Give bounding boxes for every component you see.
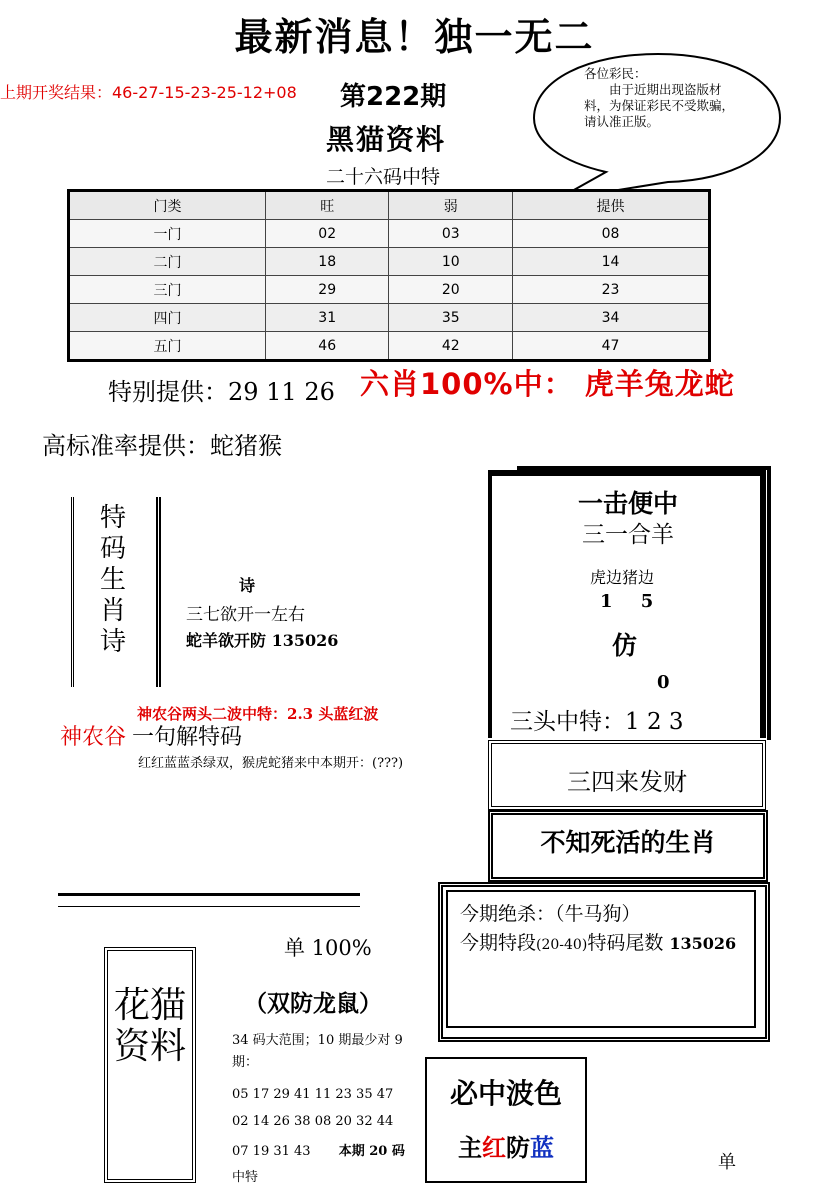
table-cell: 03 <box>389 220 513 248</box>
number-row-tail: 本期 20 码 <box>338 1144 405 1159</box>
page-title: 最新消息！独一无二 <box>234 14 595 59</box>
table-cell: 18 <box>265 248 389 276</box>
table-cell: 五门 <box>69 332 266 361</box>
notice-greeting: 各位彩民： <box>584 66 647 81</box>
number-row <box>232 1140 405 1159</box>
dual-guard-text: （双防龙鼠） <box>244 990 382 1017</box>
table-cell: 10 <box>389 248 513 276</box>
kill-segment-prefix: 今期特段 <box>460 932 537 954</box>
wave-main-label: 主 <box>458 1133 482 1162</box>
col-header-weak: 弱 <box>389 191 513 220</box>
table-header-row <box>69 191 710 220</box>
strike-fang-text: 仿 <box>612 631 638 660</box>
three-heads-text: 三头中特：1 2 3 <box>510 709 684 735</box>
poem-title: 特码生肖诗 <box>99 503 126 657</box>
wave-red-label: 红 <box>482 1133 506 1162</box>
kill-segment-digits: 135026 <box>669 934 737 953</box>
number-table <box>67 189 711 362</box>
table-cell: 34 <box>513 304 710 332</box>
table-cell: 四门 <box>69 304 266 332</box>
number-row: 02 14 26 38 08 20 32 44 <box>232 1114 394 1129</box>
table-cell: 二门 <box>69 248 266 276</box>
wave-title: 必中波色 <box>449 1077 562 1110</box>
number-row-values: 07 19 31 43 <box>232 1144 311 1159</box>
strike-subtitle: 三一合羊 <box>582 522 674 548</box>
table-cell: 31 <box>265 304 389 332</box>
last-result-text: 上期开奖结果：46-27-15-23-25-12+08 <box>0 83 297 102</box>
issue-number: 第222期 <box>340 82 447 112</box>
table-cell: 46 <box>265 332 389 361</box>
table-cell: 三门 <box>69 276 266 304</box>
col-header-provide: 提供 <box>513 191 710 220</box>
single-label: 单 <box>718 1152 736 1173</box>
strike-side-text: 虎边猪边 <box>590 568 655 587</box>
table-cell: 23 <box>513 276 710 304</box>
section-divider <box>58 893 360 907</box>
table-cell: 14 <box>513 248 710 276</box>
wave-colors-line <box>425 1128 587 1163</box>
kill-segment-line <box>460 928 736 955</box>
shennong-title: 一句解特码 <box>132 725 243 750</box>
shennong-title-red: 神农谷 <box>60 725 127 750</box>
kill-line: 今期绝杀：（牛马狗） <box>460 903 641 925</box>
number-row: 中特 <box>232 1170 259 1185</box>
table-row <box>69 332 710 361</box>
poem-heading: 诗 <box>239 576 256 595</box>
table-cell: 20 <box>389 276 513 304</box>
single-100-text: 单 100% <box>284 936 372 960</box>
number-row: 05 17 29 41 11 23 35 47 <box>232 1087 394 1102</box>
strike-zero-text: 0 <box>657 672 670 693</box>
strike-numbers: 1 5 <box>600 591 654 612</box>
strike-title: 一击便中 <box>577 489 678 518</box>
table-row <box>69 220 710 248</box>
box-34-text: 三四来发财 <box>567 768 687 796</box>
flower-title: 花猫资料 <box>113 985 186 1067</box>
table-cell: 42 <box>389 332 513 361</box>
table-cell: 35 <box>389 304 513 332</box>
kill-segment-suffix: 特码尾数 <box>587 932 670 954</box>
range-description: 34 码大范围；10 期最少对 9 期： <box>232 1033 403 1070</box>
table-row <box>69 304 710 332</box>
poem-line: 蛇羊欲开防 135026 <box>186 631 339 650</box>
poem-line: 三七欲开一左右 <box>186 605 305 625</box>
shennong-description: 红红蓝蓝杀绿双，猴虎蛇猪来中本期开：(???) <box>138 756 404 771</box>
wave-guard-label: 防 <box>506 1133 530 1162</box>
document-name: 黑猫资料 <box>326 123 447 156</box>
table-row <box>69 276 710 304</box>
col-header-strong: 旺 <box>265 191 389 220</box>
kill-segment-range: (20-40) <box>536 937 588 953</box>
six-zodiac-text: 六肖100%中： 虎羊兔龙蛇 <box>360 367 735 401</box>
zodiac-box-text: 不知死活的生肖 <box>540 828 716 857</box>
col-header-category: 门类 <box>69 191 266 220</box>
table-cell: 08 <box>513 220 710 248</box>
shennong-wave-text: 神农谷两头二波中特：2.3 头蓝红波 <box>137 705 379 723</box>
notice-text <box>584 66 744 130</box>
table-subtitle: 二十六码中特 <box>326 166 441 188</box>
high-accuracy-text: 高标准率提供：蛇猪猴 <box>42 432 282 460</box>
table-cell: 29 <box>265 276 389 304</box>
table-cell: 47 <box>513 332 710 361</box>
wave-blue-label: 蓝 <box>530 1133 554 1162</box>
notice-body: 由于近期出现盗版材料，为保证彩民不受欺骗，请认准正版。 <box>584 82 735 129</box>
table-row <box>69 248 710 276</box>
table-cell: 一门 <box>69 220 266 248</box>
special-provide-text: 特别提供：29 11 26 <box>108 378 335 406</box>
table-cell: 02 <box>265 220 389 248</box>
